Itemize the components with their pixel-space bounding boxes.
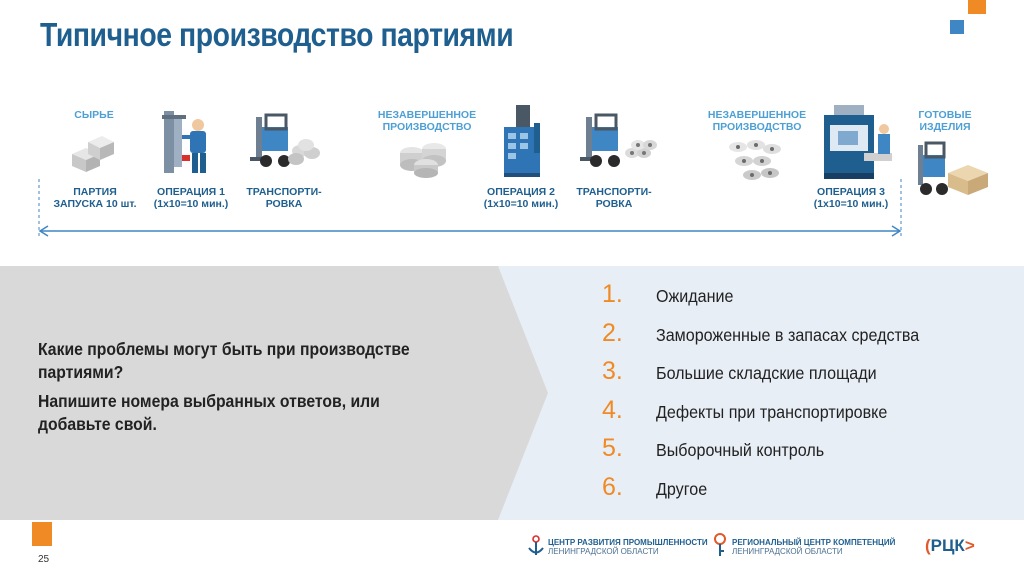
logo-rck: (РЦК> [925,536,975,555]
corner-square-orange [968,0,986,14]
answer-item[interactable] [602,473,1002,512]
stage-label-raw: СЫРЬЕ [74,109,114,121]
page-number: 25 [38,554,50,565]
answer-item[interactable] [602,280,1002,319]
answer-item[interactable] [602,396,1002,435]
answer-text: Дефекты при транспортировке [656,401,888,422]
finished-goods-forklift-icon [912,139,990,201]
page-title: Типичное производство партиями [40,16,514,53]
wip-2-parts-icon [724,133,784,183]
answer-text: Выборочный контроль [656,440,825,460]
key-logo-icon [712,533,728,557]
timeline-left-tick [37,179,41,239]
answer-number: 4. [602,395,623,424]
process-flow [0,95,1024,255]
question-text [38,338,416,442]
stage-label-wip-1: НЕЗАВЕРШЕННОЕ ПРОИЗВОДСТВО [377,109,477,133]
logo-competence-center: РЕГИОНАЛЬНЫЙ ЦЕНТР КОМПЕТЕНЦИЙ ЛЕНИНГРАДСКОЙ ОБЛАСТИ [732,538,896,556]
answer-text: Ожидание [656,286,734,306]
corner-square-blue [950,20,964,34]
op-label-transport-1: ТРАНСПОРТИ- РОВКА [246,186,322,210]
answer-number: 1. [602,280,623,308]
answer-item[interactable] [602,357,1002,396]
timeline-arrow [38,225,902,237]
footer-square-orange [32,522,52,546]
forklift-1-icon [248,107,326,173]
anchor-logo-icon [527,535,545,557]
op-label-batch: ПАРТИЯ ЗАПУСКА 10 шт. [53,186,137,210]
answer-number: 2. [602,318,623,347]
stage-label-finished: ГОТОВЫЕ ИЗДЕЛИЯ [918,109,972,133]
answer-item[interactable] [602,319,1002,358]
op-label-operation-1: ОПЕРАЦИЯ 1 (1х10=10 мин.) [153,186,229,210]
answer-text: Большие складские площади [656,363,877,383]
answer-number: 6. [602,472,623,501]
question-line-2: Напишите номера выбранных ответов, или добавьте свой. [38,391,380,434]
timeline-right-tick [899,179,903,239]
op-label-operation-3: ОПЕРАЦИЯ 3 (1х10=10 мин.) [813,186,889,210]
answer-text: Замороженные в запасах средства [656,324,920,345]
answer-number: 5. [602,434,623,462]
forklift-2-icon [578,107,660,173]
answer-item[interactable] [602,434,1002,473]
answer-text: Другое [656,478,708,499]
question-line-1: Какие проблемы могут быть при производстве партиями? [38,339,410,382]
stage-label-wip-2: НЕЗАВЕРШЕННОЕ ПРОИЗВОДСТВО [707,109,807,133]
op-label-operation-2: ОПЕРАЦИЯ 2 (1х10=10 мин.) [483,186,559,210]
logo-industry-center: ЦЕНТР РАЗВИТИЯ ПРОМЫШЛЕННОСТИ ЛЕНИНГРАДСКОЙ ОБЛАСТИ [548,538,708,556]
wip-1-parts-icon [396,135,452,179]
answer-number: 3. [602,357,623,385]
operation-1-worker-icon [158,107,218,177]
operation-2-machine-icon [498,103,546,179]
operation-3-machine-icon [820,103,894,183]
answers-list [602,280,1002,511]
op-label-transport-2: ТРАНСПОРТИ- РОВКА [576,186,652,210]
raw-material-icon [68,130,118,174]
